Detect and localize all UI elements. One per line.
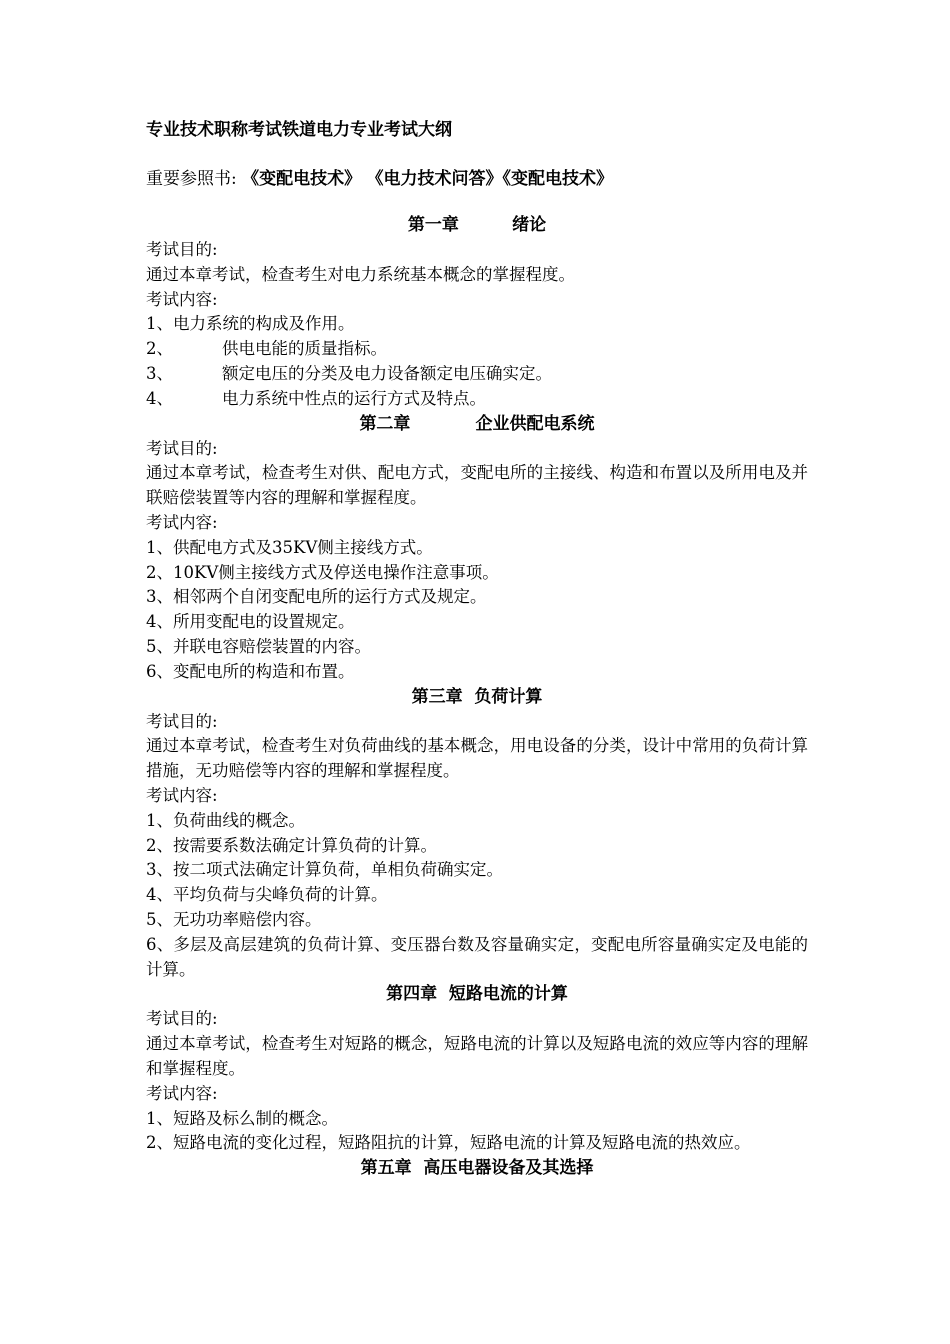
item-text: 电力系统中性点的运行方式及特点。: [222, 388, 486, 408]
list-item: [146, 610, 808, 635]
list-item: [146, 1107, 808, 1132]
item-text: 供配电方式及35KV侧主接线方式。: [173, 537, 433, 557]
item-text: 电力系统的构成及作用。: [173, 314, 355, 334]
item-text: 多层及高层建筑的负荷计算、变压器台数及容量确实定，变配电所容量确实定及电能的计算。: [146, 934, 809, 979]
chapter-heading: [146, 982, 808, 1007]
item-number: 5、: [146, 636, 173, 656]
content-label: 考试内容:: [146, 512, 218, 532]
chapter-name: 负荷计算: [474, 686, 543, 707]
item-number: 4、: [146, 388, 173, 408]
item-number: 1、: [146, 1108, 173, 1128]
chapter-name: 企业供配电系统: [475, 413, 595, 434]
item-number: 2、: [146, 562, 173, 582]
item-text: 并联电容赔偿装置的内容。: [173, 636, 371, 656]
item-number: 1、: [146, 537, 173, 557]
list-item: [146, 908, 808, 933]
goal-text: 通过本章考试，检查考生对短路的概念，短路电流的计算以及短路电流的效应等内容的理解和掌握程度。: [146, 1034, 808, 1078]
goal-label: 考试目的:: [146, 1009, 218, 1029]
reference-book: 《变配电技术》: [502, 169, 614, 189]
reference-book: 《变配电技术》: [242, 169, 362, 189]
item-number: 4、: [146, 612, 173, 632]
item-text: 无功功率赔偿内容。: [173, 909, 322, 929]
list-item: [146, 536, 808, 561]
item-number: 4、: [146, 885, 173, 905]
item-number: 1、: [146, 810, 173, 830]
content-label: 考试内容:: [146, 289, 218, 309]
chapter-number: 第二章: [359, 413, 411, 434]
goal-label: 考试目的:: [146, 240, 218, 259]
item-number: 6、: [146, 934, 174, 954]
reference-book: 《电力技术问答》: [366, 169, 503, 189]
list-item: [146, 337, 808, 362]
item-text: 供电电能的质量指标。: [222, 339, 387, 359]
item-text: 所用变配电的设置规定。: [173, 612, 355, 632]
item-text: 额定电压的分类及电力设备额定电压确实定。: [222, 363, 552, 383]
chapter-heading: [146, 213, 808, 238]
item-text: 变配电所的构造和布置。: [173, 661, 355, 681]
item-text: 平均负荷与尖峰负荷的计算。: [173, 885, 388, 905]
chapter-heading: [146, 412, 808, 437]
item-number: 2、: [146, 1133, 173, 1153]
item-text: 负荷曲线的概念。: [173, 810, 305, 830]
list-item: [146, 561, 808, 586]
chapter-name: 高压电器设备及其选择: [423, 1158, 594, 1179]
list-item: [146, 1131, 808, 1156]
list-item: [146, 585, 808, 610]
chapter-heading: [146, 1156, 808, 1181]
chapter-number: 第三章: [411, 686, 463, 707]
reference-books: [146, 167, 808, 191]
item-text: 按二项式法确定计算负荷，单相负荷确实定。: [173, 860, 503, 880]
item-text: 10KV侧主接线方式及停送电操作注意事项。: [173, 562, 499, 582]
item-number: 3、: [146, 860, 173, 880]
item-number: 2、: [146, 339, 173, 359]
list-item: [146, 809, 808, 834]
item-number: 1、: [146, 314, 173, 334]
list-item: [146, 660, 808, 685]
list-item: [146, 387, 808, 412]
list-item: [146, 635, 808, 660]
chapter-number: 第一章: [407, 215, 459, 235]
item-text: 按需要系数法确定计算负荷的计算。: [173, 835, 437, 855]
list-item: [146, 858, 808, 883]
content-label: 考试内容:: [146, 1083, 218, 1103]
content-label: 考试内容:: [146, 785, 218, 805]
item-number: 2、: [146, 835, 173, 855]
chapter-number: 第五章: [360, 1158, 412, 1179]
list-item: [146, 312, 808, 337]
goal-text: 通过本章考试，检查考生对供、配电方式，变配电所的主接线、构造和布置以及所用电及并联赔偿装置等内容的理解和掌握程度。: [146, 463, 808, 508]
item-number: 5、: [146, 909, 173, 929]
list-item: [146, 933, 808, 983]
item-number: 3、: [146, 587, 173, 607]
item-number: 6、: [146, 661, 173, 681]
goal-text: 通过本章考试，检查考生对负荷曲线的基本概念，用电设备的分类，设计中常用的负荷计算措施，无功赔偿等内容的理解和掌握程度。: [146, 736, 808, 781]
document-page: [146, 118, 808, 1181]
chapter-name: 绪论: [512, 215, 547, 235]
goal-label: 考试目的:: [146, 438, 218, 458]
chapter-number: 第四章: [386, 984, 438, 1005]
list-item: [146, 883, 808, 908]
item-text: 短路电流的变化过程，短路阻抗的计算，短路电流的计算及短路电流的热效应。: [173, 1133, 751, 1153]
goal-text: 通过本章考试，检查考生对电力系统基本概念的掌握程度。: [146, 264, 575, 284]
list-item: [146, 834, 808, 859]
document-title: 专业技术职称考试铁道电力专业考试大纲: [146, 120, 452, 140]
chapter-heading: [146, 685, 808, 710]
item-text: 短路及标么制的概念。: [173, 1108, 338, 1128]
list-item: [146, 362, 808, 387]
goal-label: 考试目的:: [146, 711, 218, 731]
chapter-name: 短路电流的计算: [448, 984, 568, 1005]
reference-label: 重要参照书:: [146, 169, 237, 189]
item-text: 相邻两个自闭变配电所的运行方式及规定。: [173, 587, 487, 607]
item-number: 3、: [146, 363, 173, 383]
